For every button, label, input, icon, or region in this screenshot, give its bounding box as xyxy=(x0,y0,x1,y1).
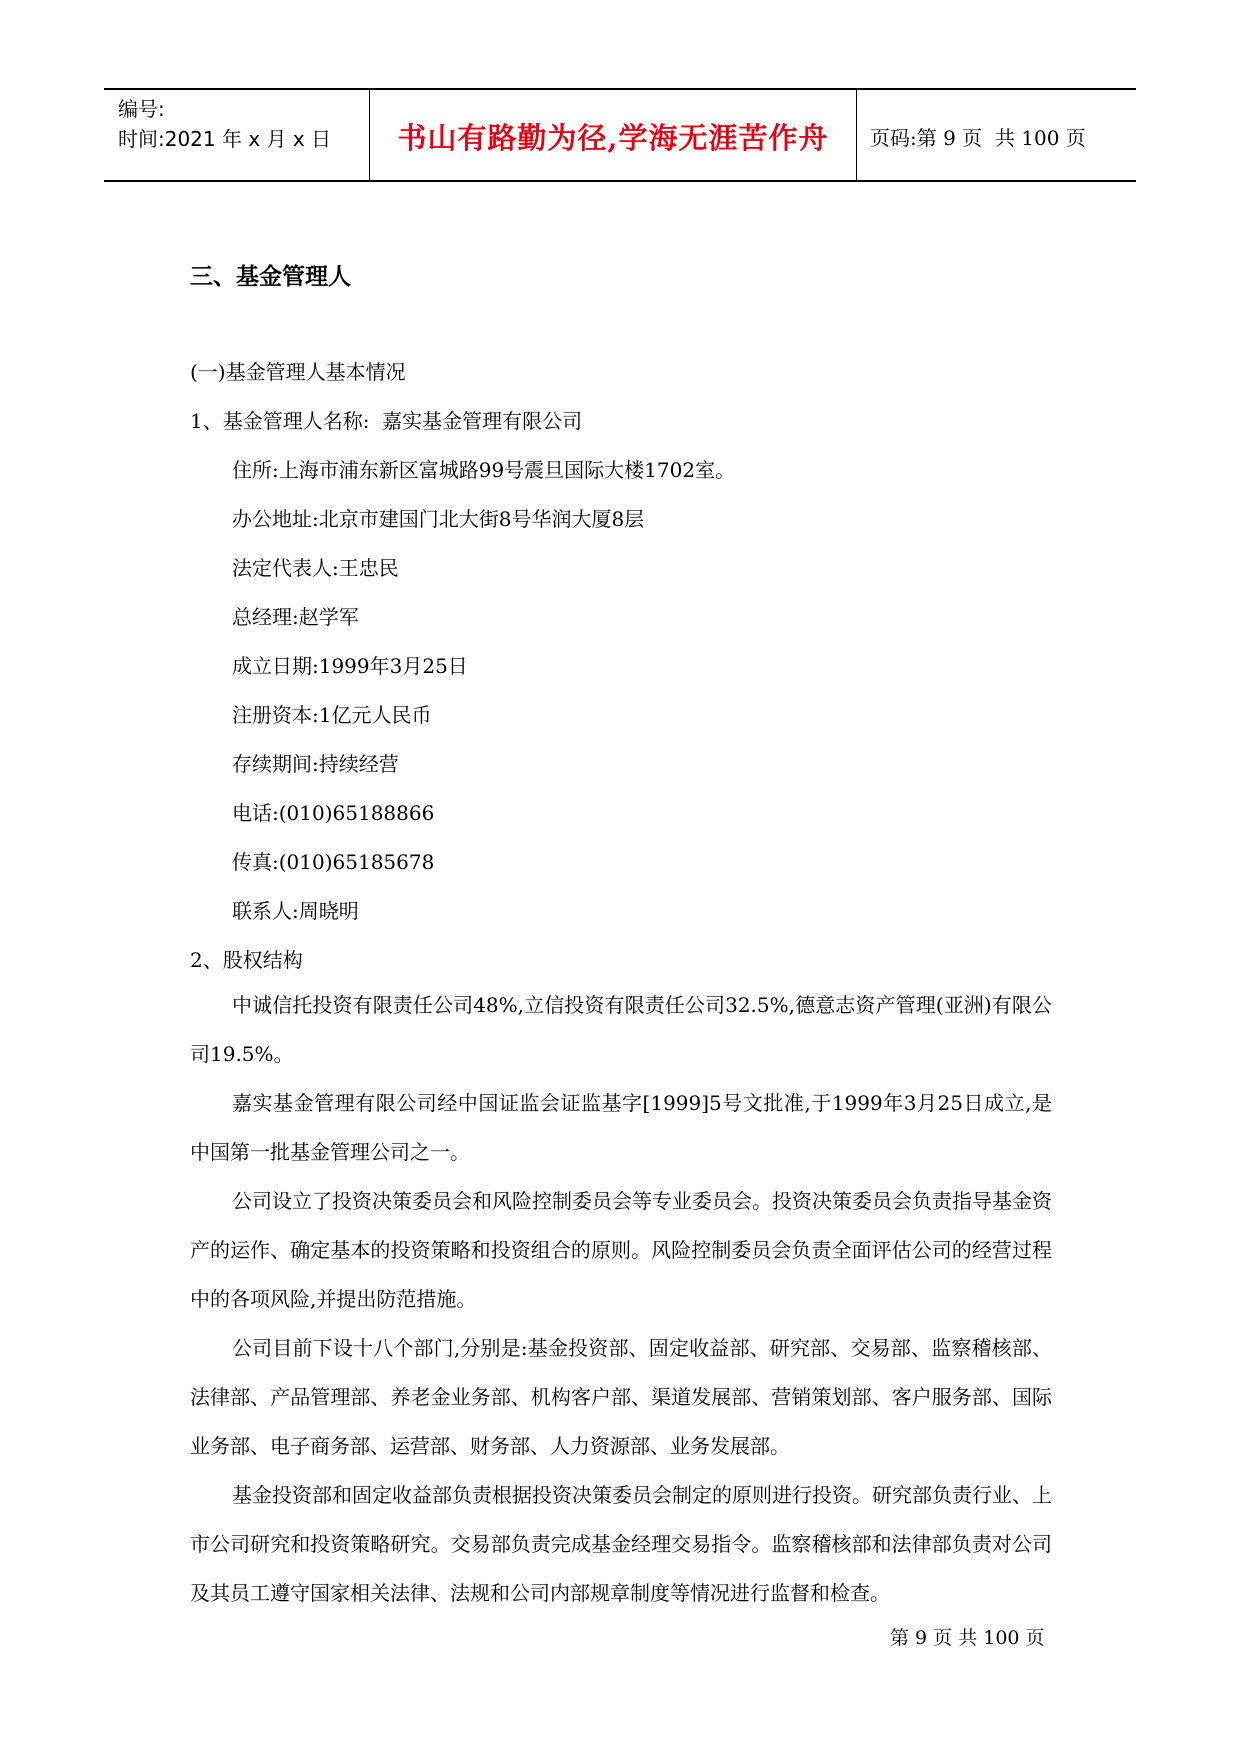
paragraph-shareholders: 中诚信托投资有限责任公司48%,立信投资有限责任公司32.5%,德意志资产管理(亚洲)有限公司19.5%。 xyxy=(190,993,1052,1066)
header-divider xyxy=(856,90,857,182)
header-time-label: 时间:2021 年 x 月 x 日 xyxy=(118,127,332,151)
page-header xyxy=(104,88,1136,182)
paragraph-responsibilities: 基金投资部和固定收益部负责根据投资决策委员会制定的原则进行投资。研究部负责行业、上市公司研究和投资策略研究。交易部负责完成基金经理交易指令。监察稽核部和法律部负责对公司及其员工遵守国家相关法律、法规和公司内部规章制度等情况进行监督和检查。 xyxy=(190,1483,1052,1605)
item1-title: 1、基金管理人名称: 嘉实基金管理有限公司 xyxy=(190,409,583,433)
header-meta xyxy=(118,94,368,154)
header-number-label: 编号: xyxy=(118,97,165,121)
header-page-label: 页码:第 9 页 共 100 页 xyxy=(870,125,1086,150)
detail-fax: 传真:(010)65185678 xyxy=(232,850,435,874)
detail-contact: 联系人:周晓明 xyxy=(232,899,359,923)
detail-address: 住所:上海市浦东新区富城路99号震旦国际大楼1702室。 xyxy=(232,458,736,482)
detail-duration: 存续期间:持续经营 xyxy=(232,752,399,776)
detail-capital: 注册资本:1亿元人民币 xyxy=(232,703,432,727)
subsection-title: (一)基金管理人基本情况 xyxy=(190,360,406,384)
header-motto: 书山有路勤为径,学海无涯苦作舟 xyxy=(397,120,829,155)
detail-office: 办公地址:北京市建国门北大街8号华润大厦8层 xyxy=(232,507,645,531)
paragraph-approval: 嘉实基金管理有限公司经中国证监会证监基字[1999]5号文批准,于1999年3月25日成立,是中国第一批基金管理公司之一。 xyxy=(190,1091,1052,1164)
page-footer: 第 9 页 共 100 页 xyxy=(890,1627,1045,1649)
detail-legal-rep: 法定代表人:王忠民 xyxy=(232,556,399,580)
item2-title: 2、股权结构 xyxy=(190,948,303,972)
section-title: 三、基金管理人 xyxy=(190,264,351,290)
paragraph-departments: 公司目前下设十八个部门,分别是:基金投资部、固定收益部、研究部、交易部、监察稽核部、法律部、产品管理部、养老金业务部、机构客户部、渠道发展部、营销策划部、客户服务部、国际业务部、电子商务部、运营部、财务部、人力资源部、业务发展部。 xyxy=(190,1336,1052,1458)
detail-founded: 成立日期:1999年3月25日 xyxy=(232,654,468,678)
detail-phone: 电话:(010)65188866 xyxy=(232,801,435,825)
detail-gm: 总经理:赵学军 xyxy=(232,605,359,629)
paragraph-committees: 公司设立了投资决策委员会和风险控制委员会等专业委员会。投资决策委员会负责指导基金资产的运作、确定基本的投资策略和投资组合的原则。风险控制委员会负责全面评估公司的经营过程中的各项风险,并提出防范措施。 xyxy=(190,1189,1052,1311)
